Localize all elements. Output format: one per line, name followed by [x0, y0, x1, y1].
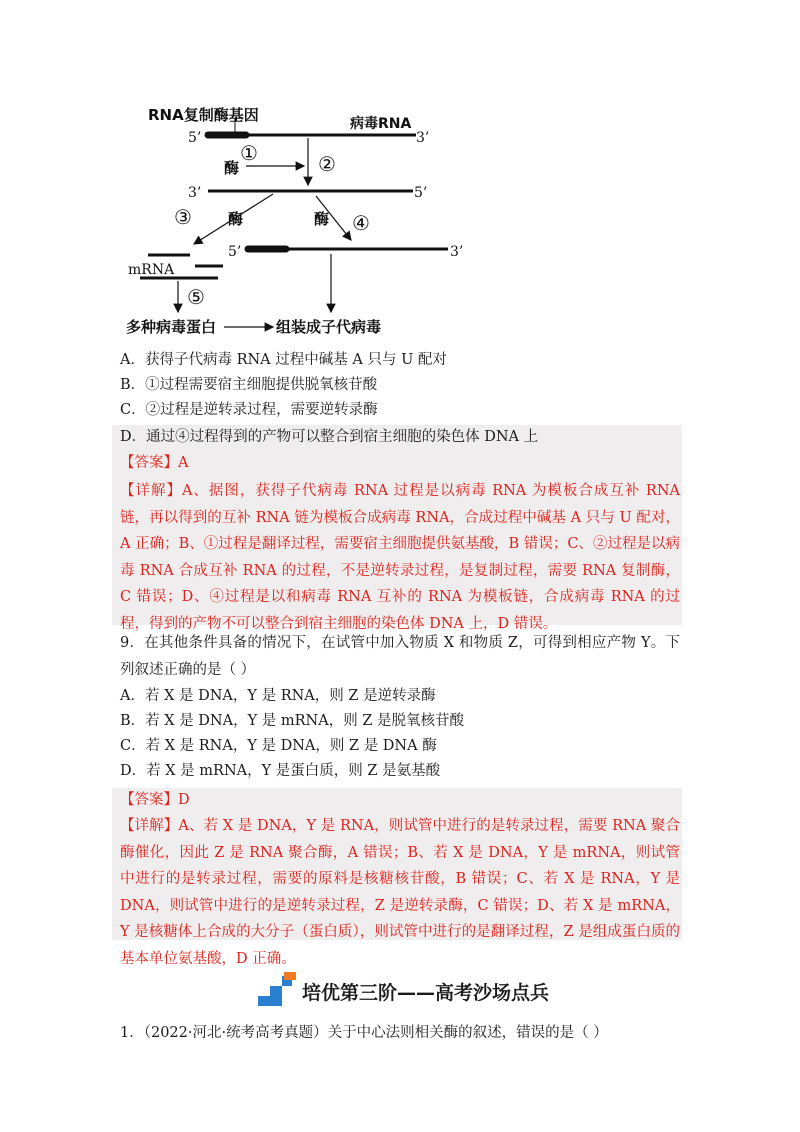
q9-answer: 【答案】D [120, 792, 190, 808]
viral-proteins-label: 多种病毒蛋白 [126, 318, 217, 336]
replicase-gene-label: RNA复制酶基因 [148, 106, 259, 124]
virus-rna-label: 病毒RNA [350, 116, 412, 132]
step-2-marker: ② [318, 152, 336, 176]
step-1-marker: ① [240, 141, 258, 165]
q8-option-a: A．获得子代病毒 RNA 过程中碱基 A 只与 U 配对 [120, 352, 447, 368]
q9-stem: 9．在其他条件具备的情况下，在试管中加入物质 X 和物质 Z，可得到相应产物 Y。下列叙述正确的是（ ） [120, 635, 680, 678]
step-5-marker: ⑤ [187, 285, 205, 309]
staircase-icon [258, 972, 298, 1008]
strand2-3prime: 3’ [188, 185, 202, 201]
q9-option-a: A．若 X 是 DNA，Y 是 RNA，则 Z 是逆转录酶 [120, 688, 436, 704]
section-title: 培优第三阶——高考沙场点兵 [302, 982, 550, 1004]
q8-option-c: C．②过程是逆转录过程，需要逆转录酶 [120, 402, 378, 418]
strand1-5prime: 5’ [188, 130, 202, 146]
virus-replication-diagram [118, 100, 478, 340]
q9-explanation: 【详解】A、若 X 是 DNA，Y 是 RNA，则试管中进行的是转录过程，需要 RNA 聚合酶催化，因此 Z 是 RNA 聚合酶，A 错误；B、若 X 是 DNA，Y 是 mRNA，则试管中进行的是转录过程，需要的原料是核糖核苷酸，B 错误；C、若 X 是 RNA，Y 是 DNA，则试管中进行的是逆转录过程，Z 是逆转录酶，C 错误；D、若 X 是 mRNA，Y 是核糖体上合成的大分子（蛋白质），则试管中进行的是翻译过程，Z 是组成蛋白质的基本单位氨基酸，D 正确。 [120, 818, 680, 967]
q9-option-b: B．若 X 是 DNA，Y 是 mRNA，则 Z 是脱氧核苷酸 [120, 713, 464, 729]
enzyme-label-3: 酶 [228, 210, 244, 228]
enzyme-label-4: 酶 [314, 210, 330, 228]
q8-explanation: 【详解】A、据图，获得子代病毒 RNA 过程是以病毒 RNA 为模板合成互补 RNA 链，再以得到的互补 RNA 链为模板合成病毒 RNA，合成过程中碱基 A 只与 U 配对，A 正确；B、①过程是翻译过程，需要宿主细胞提供氨基酸，B 错误；C、②过程是以病毒 RNA 合成互补 RNA 的过程，不是逆转录过程，是复制过程，需要 RNA 复制酶，C 错误；D、④过程是以和病毒 RNA 互补的 RNA 为模板链，合成病毒 RNA 的过程，得到的产物不可以整合到宿主细胞的染色体 DNA 上，D 错误。 [120, 483, 680, 632]
step-4-marker: ④ [352, 211, 370, 235]
q8-answer: 【答案】A [120, 455, 189, 471]
q1-stem: 1．（2022·河北·统考高考真题）关于中心法则相关酶的叙述，错误的是（ ） [120, 1025, 608, 1041]
strand2-5prime: 5’ [414, 185, 428, 201]
strand1-3prime: 3’ [416, 130, 430, 146]
q9-option-c: C．若 X 是 RNA，Y 是 DNA，则 Z 是 DNA 酶 [120, 738, 437, 754]
enzyme-label-1: 酶 [224, 159, 240, 177]
assemble-virus-label: 组装成子代病毒 [276, 318, 382, 336]
section-heading [258, 970, 558, 1010]
q8-option-d: D．通过④过程得到的产物可以整合到宿主细胞的染色体 DNA 上 [120, 429, 539, 445]
q9-option-d: D．若 X 是 mRNA，Y 是蛋白质，则 Z 是氨基酸 [120, 763, 441, 779]
q8-option-b: B．①过程需要宿主细胞提供脱氧核苷酸 [120, 377, 378, 393]
mrna-label: mRNA [128, 262, 175, 278]
strand3-5prime: 5’ [228, 244, 242, 260]
step-3-arrow [194, 194, 273, 244]
step-3-marker: ③ [174, 205, 192, 229]
strand3-3prime: 3’ [450, 244, 464, 260]
